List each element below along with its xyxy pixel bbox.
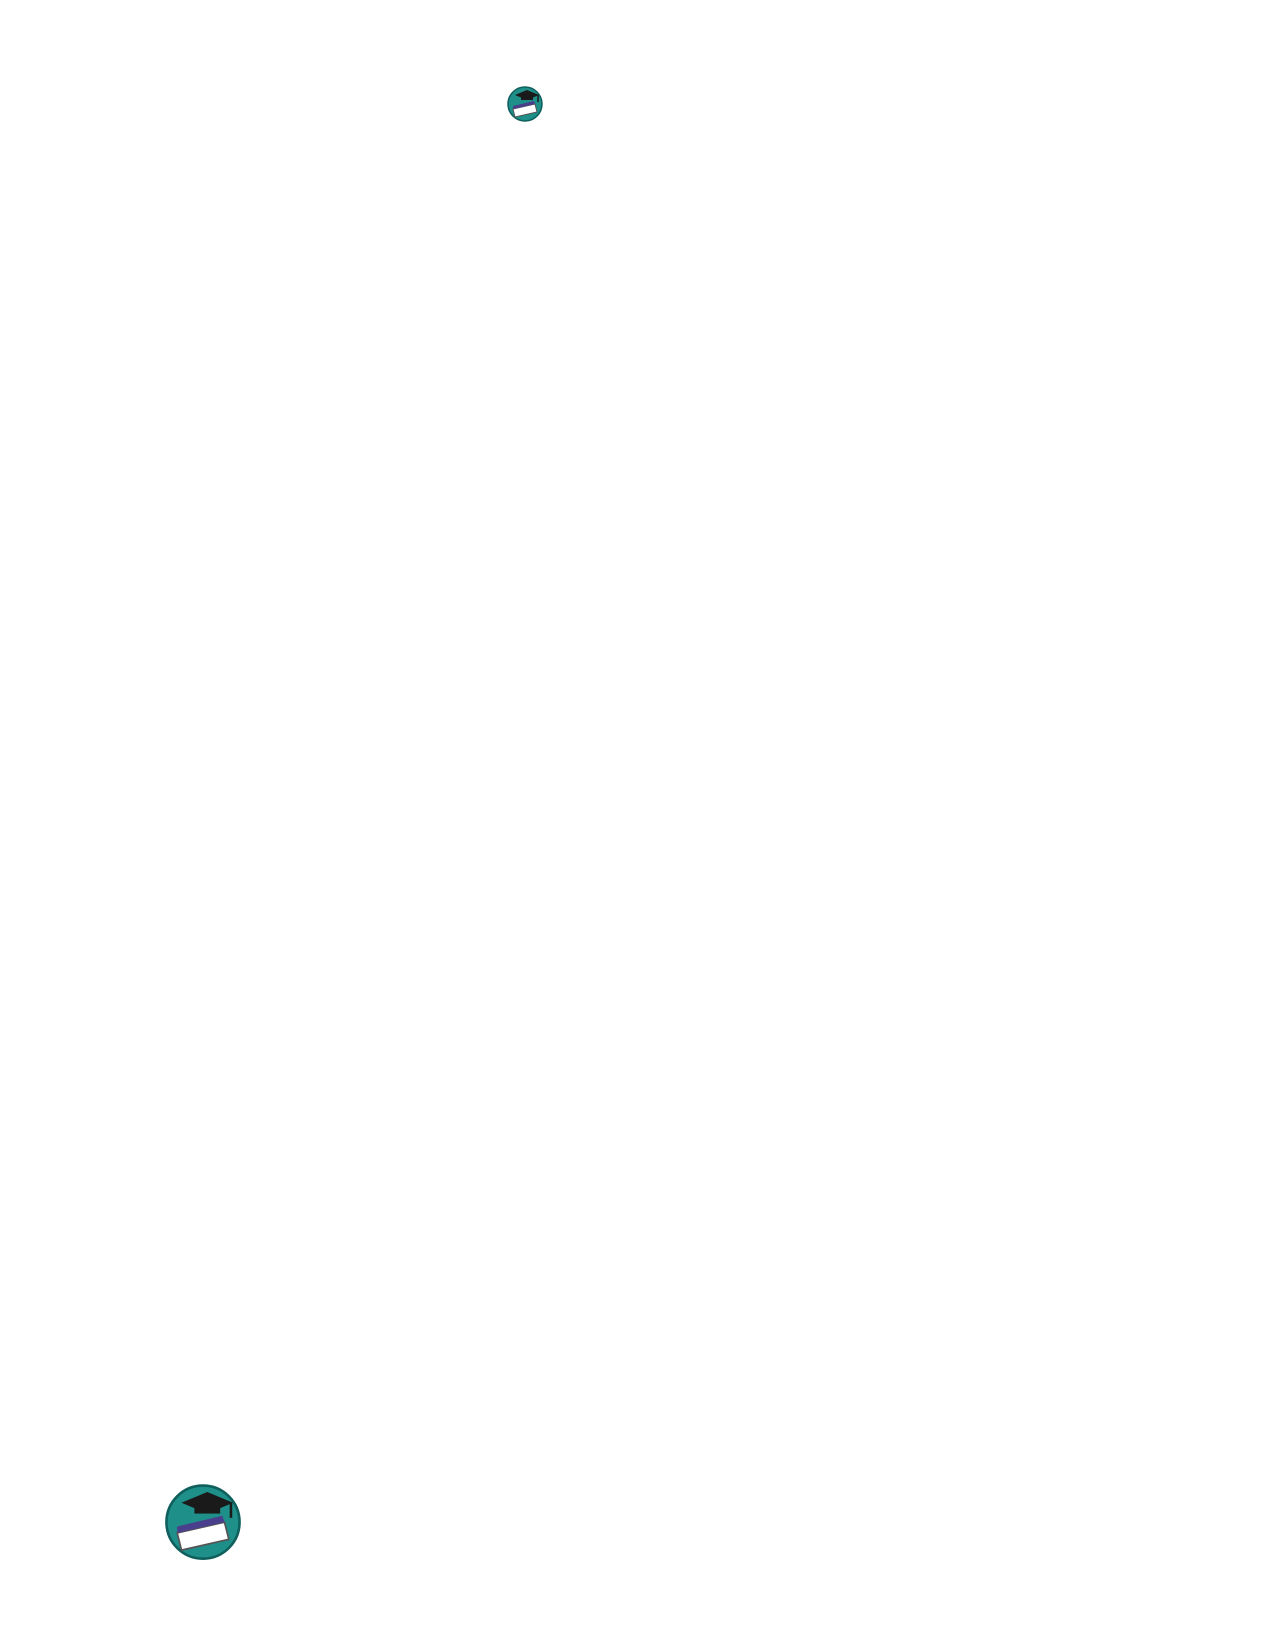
footer-logo — [160, 1470, 250, 1570]
graduation-cap-book-globe-icon — [505, 83, 545, 123]
graduation-cap-book-globe-icon — [160, 1477, 246, 1563]
header-logo — [505, 78, 547, 128]
